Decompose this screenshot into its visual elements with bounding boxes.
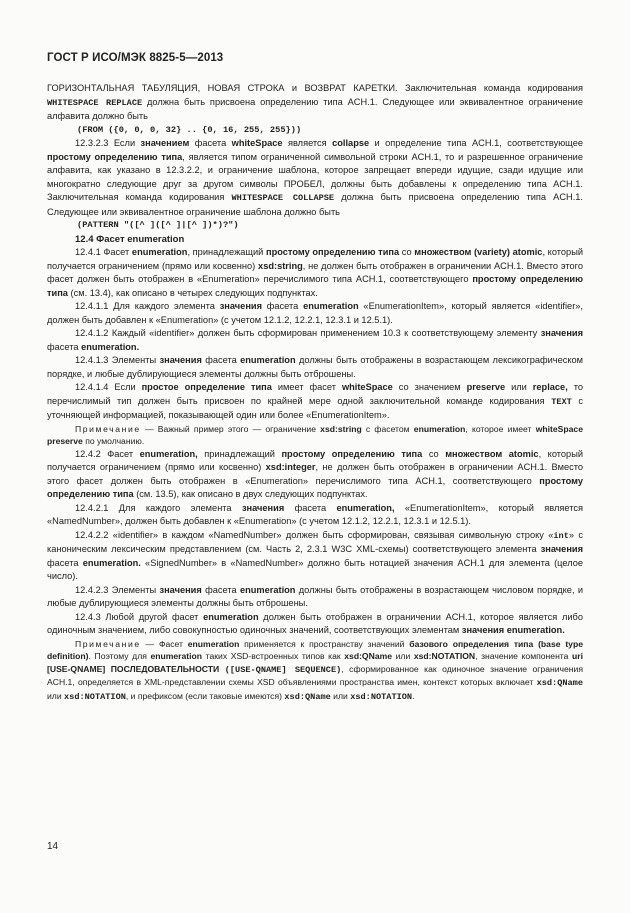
paragraph: 12.4.3 Любой другой фасет enumeration должен быть отображен в ограничении ACH.1, которое является либо одиночным значением, либо совокупностью одиночных значений, соответствующих элементам значения enumeration. xyxy=(47,611,583,636)
paragraph: 12.4.1.4 Если простое определение типа имеет фасет whiteSpace со значением preserve или replace, то перечислимый тип должен быть присвоен по крайней мере одной заключительной команде кодирования TEXT с уточняющей информацией, показывающей один или более «EnumerationItem». xyxy=(47,382,583,420)
code-line: (FROM ({0, 0, 0, 32} .. {0, 16, 255, 255})) xyxy=(77,124,302,135)
paragraph: 12.4.2 Фасет enumeration, принадлежащий простому определению типа со множеством atomic, который получается ограничением (прямо или косвенно) xsd:integer, не должен быть отображен в ограничении ACH.1. Вместо этого фасет должен быть отображен в «Enumeration» перечислимого типа ACH.1, соответствующего простому определению типа (см. 13.5), как описано в двух следующих подпунктах. xyxy=(47,448,584,500)
section-heading: 12.4 Фасет enumeration xyxy=(75,233,185,245)
paragraph: 12.3.2.3 Если значением фасета whiteSpace является collapse и определение типа ACH.1, соответствующее простому определению типа, является типом ограниченной символьной строки ACH.1, то и разрешенное ограничение алфавита, как указано в 12.3.2.2, и ограничение шаблона, которое запрещает впереди идущие, сзади идущие или многократно следующие друг за другом символы ПРОБЕЛ, должны быть добавлены к определению типа ACH.1. Заключительная команда кодирования WHITESPACE COLLAPSE должна быть присвоена определению типа ACH.1. Следующее или эквивалентное ограничение шаблона должно быть xyxy=(47,138,583,217)
note-paragraph: Примечание — Важный пример этого — ограничение xsd:string с фасетом enumeration, которое имеет whiteSpace preserve по умолчанию. xyxy=(47,423,583,447)
paragraph: 12.4.1 Фасет enumeration, принадлежащий простому определению типа со множеством (variety) atomic, который получается ограничением (прямо или косвенно) xsd:string, не должен быть отображен в ограничении ACH.1. Вместо этого фасет должен быть отображен в «Enumeration» перечислимого типа ACH.1, соответствующего простому определению типа (см. 13.4), как описано в четырех следующих подпунктах. xyxy=(47,247,584,298)
paragraph: 12.4.1.3 Элементы значения фасета enumeration должны быть отображены в возрастающем лексикографическом порядке, и любые дублирующиеся элементы должны быть отброшены. xyxy=(47,355,584,379)
paragraph: 12.4.1.1 Для каждого элемента значения фасета enumeration «EnumerationItem», который является «identifier», должен быть добавлен к «Enumeration» (с учетом 12.1.2, 12.2.1, 12.3.1 и 12.5.1). xyxy=(47,301,583,325)
paragraph: ГОРИЗОНТАЛЬНАЯ ТАБУЛЯЦИЯ, НОВАЯ СТРОКА и ВОЗВРАТ КАРЕТКИ. Заключительная команда кодирования WHITESPACE REPLACE должна быть присвоена определению типа ACH.1. Следующее или эквивалентное ограничение алфавита должно быть xyxy=(47,83,583,121)
page-number: 14 xyxy=(47,841,59,852)
body-text xyxy=(47,82,583,704)
paragraph: 12.4.2.3 Элементы значения фасета enumeration должны быть отображены в возрастающем числовом порядке, и любые дублирующиеся элементы должны быть отброшены. xyxy=(47,584,584,609)
paragraph: 12.4.1.2 Каждый «identifier» должен быть сформирован применением 10.3 к соответствующему элементу значения фасета enumeration. xyxy=(47,328,583,352)
note-paragraph: Примечание — Фасет enumeration применяется к пространству значений базового определения типа (base type definition). Поэтому для enumeration таких XSD-встроенных типов как xsd:QName или xsd:NOTATION, значение компонента uri [USE-QNAME] ПОСЛЕДОВАТЕЛЬНОСТИ ([USE-QNAME] SEQUENCE), сформированное как одиночное значение ограничения ACH.1, определяется в XML-представлении схемы XSD объявлениями пространства имен, контекст которых включает xsd:QName или xsd:NOTATION, и префиксом (если таковые имеются) xsd:QName или xsd:NOTATION. xyxy=(47,638,584,703)
paragraph: 12.4.2.1 Для каждого элемента значения фасета enumeration, «EnumerationItem», который является «NamedNumber», должен быть добавлен к «Enumeration» (с учетом 12.1.2, 12.2.1, 12.3.1 и 12.5.1). xyxy=(47,502,583,527)
paragraph: 12.4.2.2 «identifier» в каждом «NamedNumber» должен быть сформирован, связывая символьную строку «int» с каноническим лексическим представлением (см. Часть 2, 2.3.1 W3C XML-схемы) соответствующего элемента значения фасета enumeration. «SignedNumber» в «NamedNumber» должно быть нотацией значения ACH.1 для элемента (целое число). xyxy=(47,529,583,582)
running-header: ГОСТ Р ИСО/МЭК 8825-5—2013 xyxy=(47,52,224,64)
code-line: (PATTERN "([^ ]([^ ]|[^ ])*)?") xyxy=(77,220,239,230)
